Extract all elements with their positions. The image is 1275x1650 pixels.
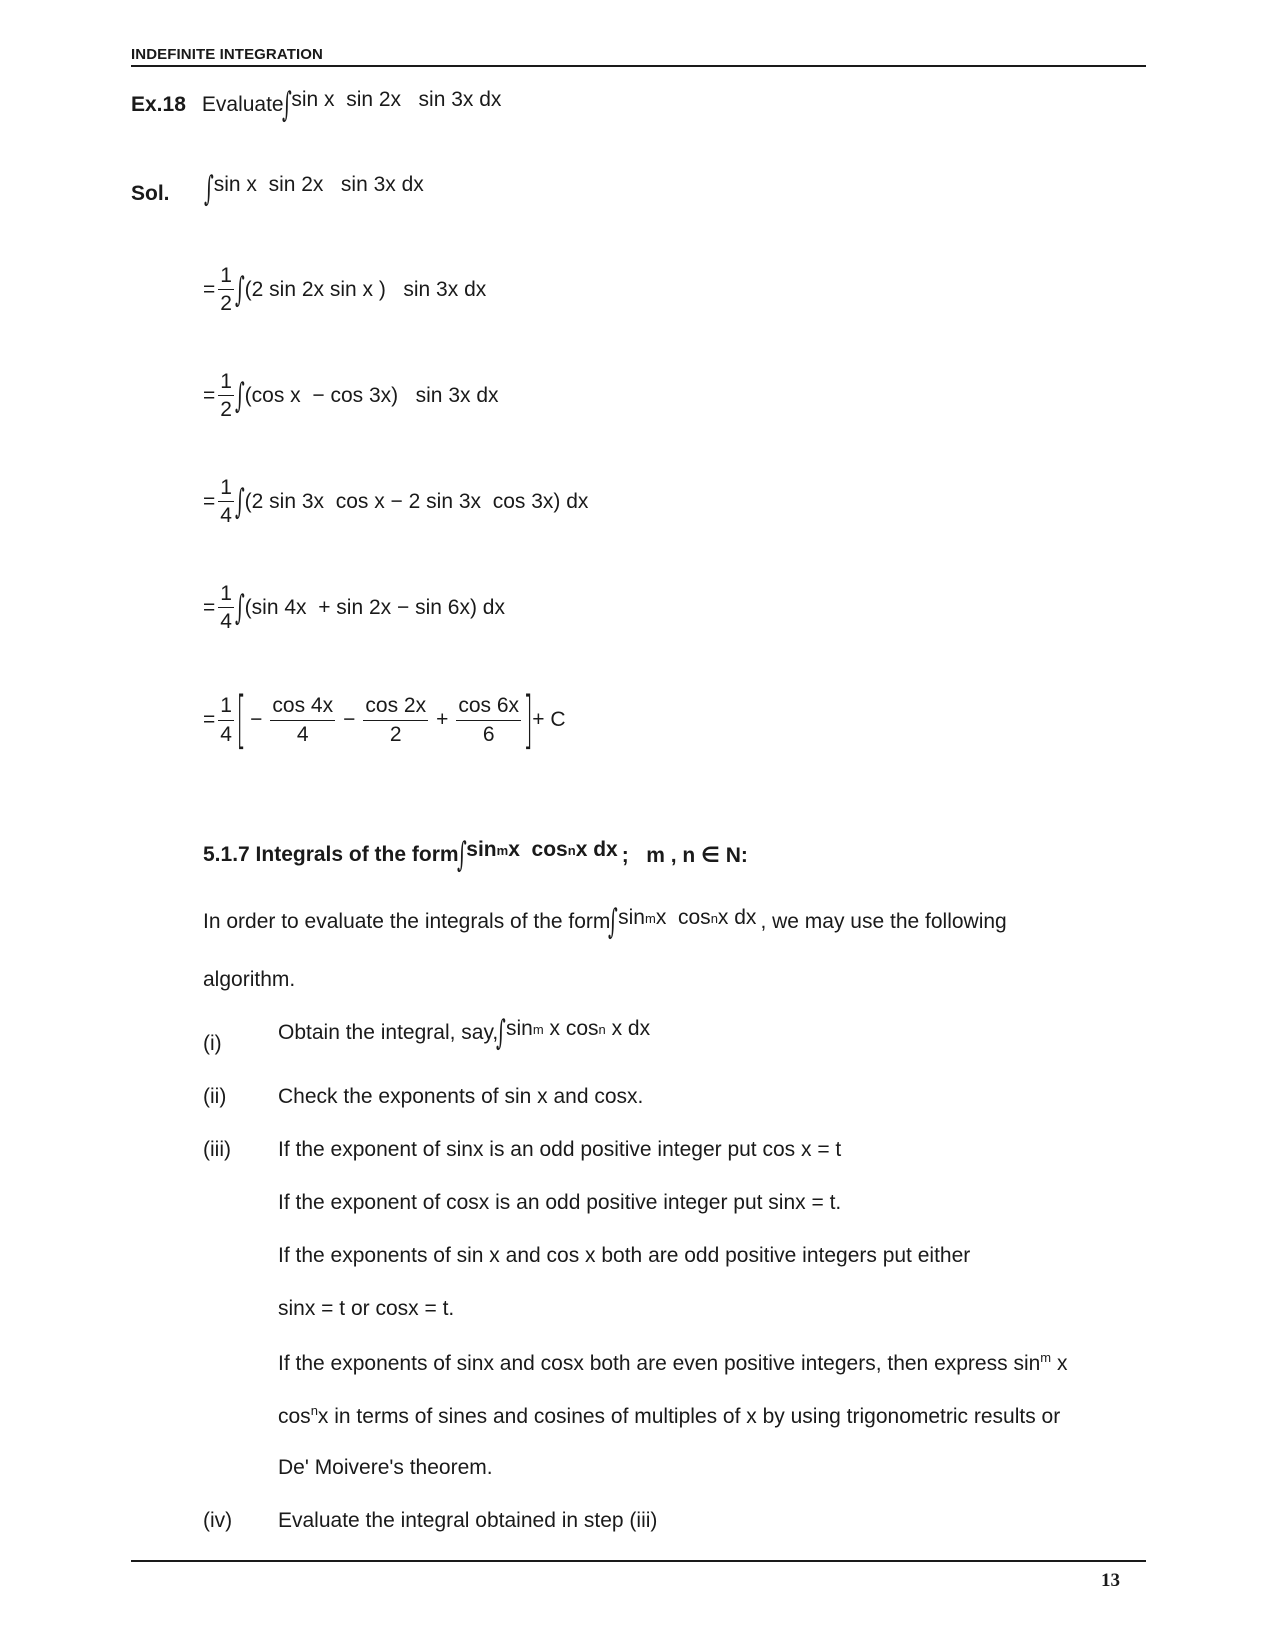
fraction [218,370,234,421]
intro-x-cos: x cos [655,906,711,929]
step-iii-even-line-3: De' Moivere's theorem. [278,1456,493,1479]
solution-integral [203,169,424,209]
step-label-iv: (iv) [203,1509,233,1532]
exponent-n: n [598,1021,606,1037]
example-label: Ex.18 [131,93,186,116]
step-i-sin: sin [505,1017,533,1040]
even-line-2-cos: cos [278,1405,311,1428]
step-iv-text: Evaluate the integral obtained in step (iii) [278,1509,658,1532]
fraction-numerator: 1 [218,370,234,396]
solution-step-1 [203,264,486,315]
left-bracket: [ [236,683,246,756]
solution-step-2 [203,370,499,421]
exponent-m: m [644,910,656,926]
example-line [131,85,502,125]
page-header-title: INDEFINITE INTEGRATION [131,46,323,63]
even-line-1-pre: If the exponents of sinx and cosx both are even positive integers, then express sin [278,1352,1041,1375]
solution-label: Sol. [131,182,170,205]
integral-sign: ∫ [281,85,292,125]
step-expression: (sin 4x + sin 2x − sin 6x) dx [244,595,505,619]
right-bracket: ] [523,683,534,756]
integral-sign: ∫ [608,902,619,942]
integral-sign: ∫ [456,835,467,875]
intro-post: , we may use the following [760,910,1007,933]
section-x-dx: x dx [575,838,618,861]
step-expression: (2 sin 3x cos x − 2 sin 3x cos 3x) dx [244,489,589,513]
fraction [218,694,234,745]
fraction-denominator: 4 [296,722,309,746]
exponent-n: n [710,910,718,926]
fraction [218,582,234,633]
equals-sign: = [203,383,216,407]
intro-line-2: algorithm. [203,968,296,991]
even-line-1-post: x [1051,1352,1068,1375]
step-label-iii: (iii) [203,1138,231,1161]
fraction-numerator: cos 2x [363,694,428,720]
intro-line-1 [203,902,1007,942]
step-iii-line-1: If the exponent of sinx is an odd positive integer put cos x = t [278,1138,842,1161]
equals-sign: = [203,595,216,619]
step-label-ii: (ii) [203,1085,227,1108]
equals-sign: = [203,708,216,731]
step-iii-even-line-1 [278,1350,1067,1376]
fraction-numerator: 1 [218,582,234,608]
fraction-denominator: 2 [389,722,402,746]
solution-step-4 [203,582,505,633]
solution-integrand: sin x sin 2x sin 3x dx [213,173,424,196]
step-i-x-dx: x dx [605,1017,651,1040]
fraction [363,694,428,745]
fraction [270,694,335,745]
step-iii-even-line-2 [278,1403,1060,1429]
fraction-numerator: cos 4x [270,694,335,720]
solution-final [203,683,566,756]
integral-sign: ∫ [496,1013,506,1053]
integral-sign: ∫ [234,587,245,628]
fraction-denominator: 4 [220,722,232,746]
equals-sign: = [203,277,216,301]
step-expression: (cos x − cos 3x) sin 3x dx [244,383,499,407]
example-integrand: sin x sin 2x sin 3x dx [291,88,502,111]
exponent-n: n [567,842,576,858]
sign: − [343,708,356,731]
step-iii-line-3: If the exponents of sin x and cos x both are odd positive integers put either [278,1244,971,1267]
exponent-m: m [496,842,509,858]
sign: + [436,708,449,731]
equals-sign: = [203,489,216,513]
step-i-pre: Obtain the integral, say, [278,1021,499,1044]
exponent-m: m [532,1021,544,1037]
fraction [218,476,234,527]
integral-sign: ∫ [203,169,214,209]
section-title: 5.1.7 Integrals of the form [203,843,459,866]
section-heading [203,835,748,875]
page-number: 13 [1101,1570,1120,1591]
integral-sign: ∫ [234,481,245,522]
fraction-numerator: cos 6x [456,694,521,720]
example-text: Evaluate [201,93,284,116]
integral-sign: ∫ [234,375,245,416]
fraction-denominator: 2 [220,398,232,422]
step-i-x-cos: x cos [543,1017,599,1040]
fraction-denominator: 2 [220,292,232,316]
step-iii-line-4: sinx = t or cosx = t. [278,1297,455,1320]
section-sin: sin [466,838,497,861]
fraction-numerator: 1 [218,476,234,502]
intro-sin: sin [618,906,645,929]
step-expression: (2 sin 2x sin x ) sin 3x dx [244,277,487,301]
fraction-denominator: 6 [482,722,495,746]
exponent-m: m [1040,1350,1052,1365]
section-suffix: ; m , n ∈ N: [621,843,748,867]
step-label-i: (i) [203,1032,222,1055]
intro-x-dx: x dx [717,906,757,929]
fraction-numerator: 1 [218,264,234,290]
integral-sign: ∫ [234,269,245,310]
sign: − [250,708,263,731]
step-i-content [278,1013,651,1053]
fraction [456,694,521,745]
constant-term: + C [532,708,566,731]
fraction-denominator: 4 [220,504,232,528]
step-ii-text: Check the exponents of sin x and cosx. [278,1085,644,1108]
header-rule [131,65,1146,67]
step-iii-line-2: If the exponent of cosx is an odd positive integer put sinx = t. [278,1191,842,1214]
fraction-denominator: 4 [220,610,232,634]
section-x-cos: x cos [508,838,568,861]
footer-rule [131,1560,1146,1562]
solution-step-3 [203,476,588,527]
exponent-n: n [310,1403,318,1418]
fraction-numerator: 1 [218,694,234,720]
fraction [218,264,234,315]
intro-pre: In order to evaluate the integrals of the form [203,910,611,933]
even-line-2-post: x in terms of sines and cosines of multiples of x by using trigonometric results or [317,1405,1061,1428]
